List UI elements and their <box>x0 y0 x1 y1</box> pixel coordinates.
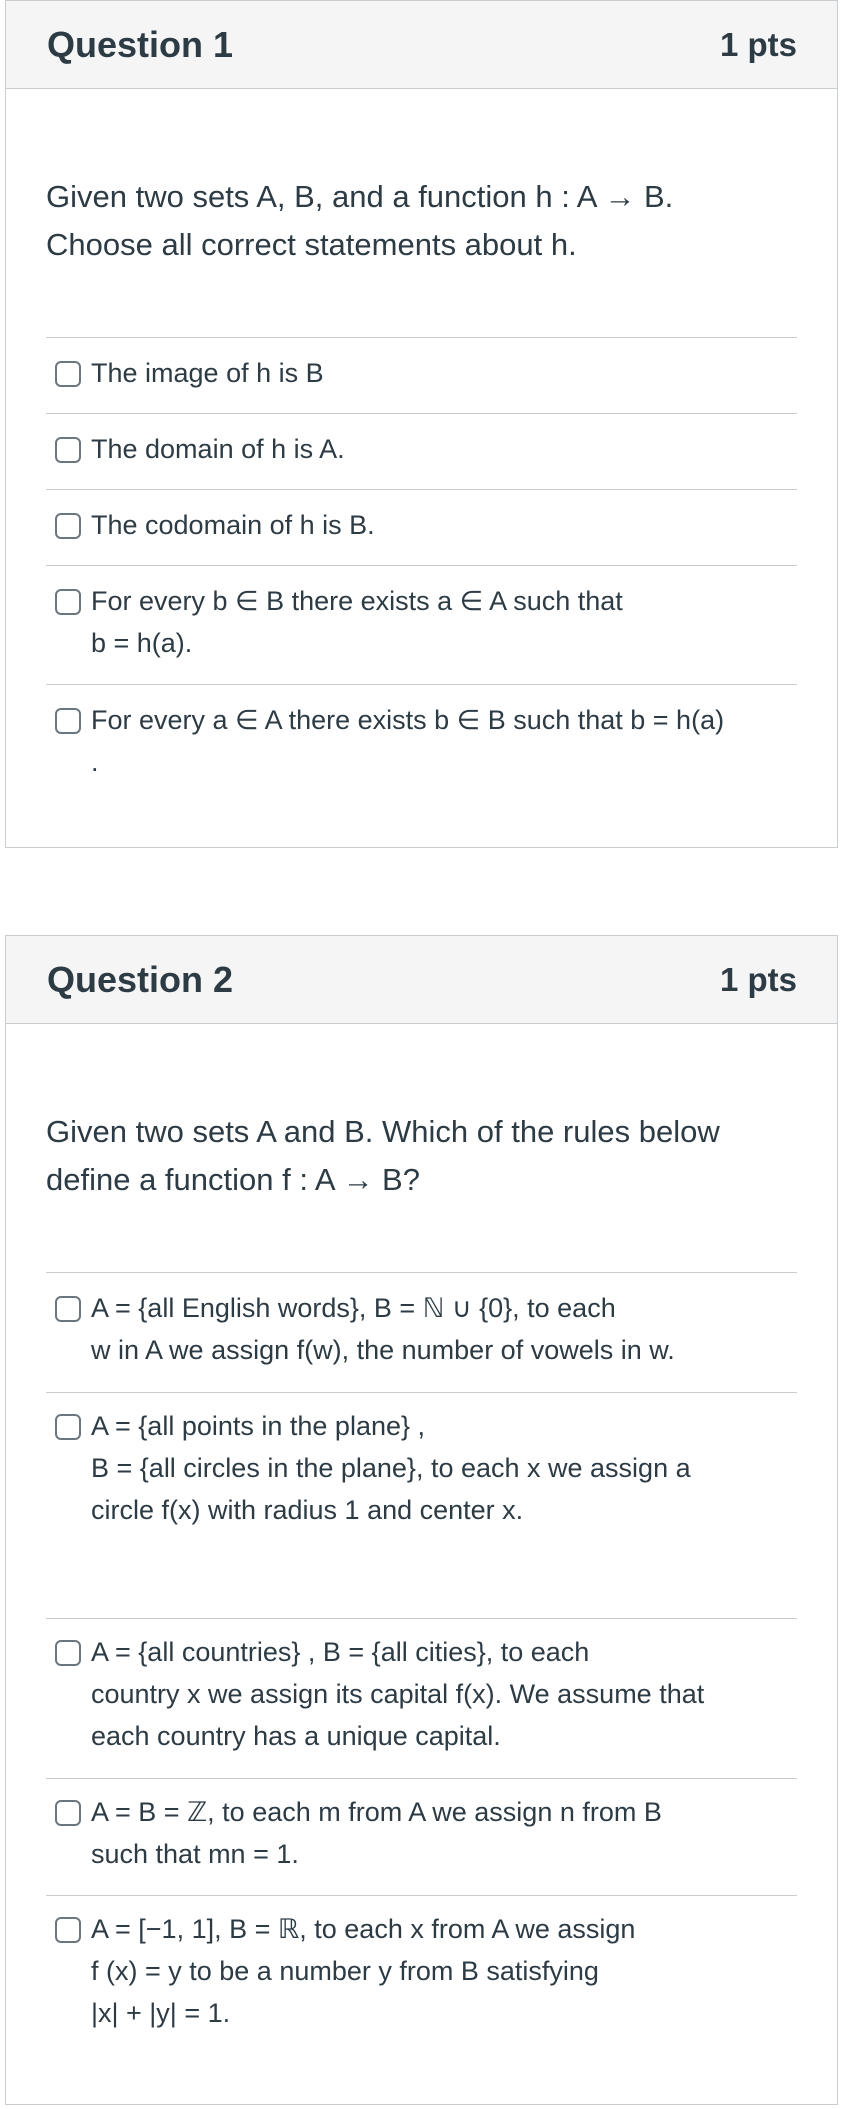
question-title: Question 2 <box>47 958 234 1000</box>
answer-label-line-2: B = {all circles in the plane}, to each x we assign a <box>91 1453 691 1483</box>
question-prompt-line-2: define a function f : A → B? <box>46 1162 420 1197</box>
question-body <box>6 1024 837 2046</box>
answer-label-line-3: circle f(x) with radius 1 and center x. <box>91 1495 524 1525</box>
answer-checkbox[interactable] <box>55 1414 81 1440</box>
answer-list <box>46 1272 797 2046</box>
answer-label-line-2: b = h(a). <box>91 628 193 658</box>
answer-checkbox[interactable] <box>55 1640 81 1666</box>
question-prompt-line-1: Given two sets A, B, and a function h : A → B. <box>46 179 674 214</box>
question-card-2 <box>5 935 838 2105</box>
answer-label-line-3: |x| + |y| = 1. <box>91 1998 231 2028</box>
answer-label-line-1: A = [−1, 1], B = ℝ, to each x from A we assign <box>91 1914 636 1944</box>
answer-checkbox[interactable] <box>55 437 81 463</box>
answer-label[interactable] <box>91 699 724 783</box>
answer-label[interactable] <box>91 580 623 664</box>
answer-label-line-1: For every b ∈ B there exists a ∈ A such that <box>91 586 623 616</box>
answer-option[interactable] <box>46 685 797 795</box>
answer-option[interactable] <box>46 414 797 490</box>
answer-option[interactable] <box>46 1619 797 1779</box>
answer-label-line-1: A = B = ℤ, to each m from A we assign n from B <box>91 1797 662 1827</box>
answer-option[interactable] <box>46 1779 797 1896</box>
answer-label-line-2: such that mn = 1. <box>91 1839 299 1869</box>
answer-label-line-2: f (x) = y to be a number y from B satisfying <box>91 1956 599 1986</box>
question-title: Question 1 <box>47 23 234 65</box>
answer-label-line-1: A = {all English words}, B = ℕ ∪ {0}, to each <box>91 1293 616 1323</box>
question-body <box>6 89 837 795</box>
answer-checkbox[interactable] <box>55 1917 81 1943</box>
answer-label[interactable] <box>91 1631 704 1757</box>
answer-label[interactable]: The image of h is B <box>91 358 324 388</box>
answer-label[interactable]: The codomain of h is B. <box>91 510 375 540</box>
question-points: 1 pts <box>719 25 797 63</box>
answer-label[interactable] <box>91 1791 662 1875</box>
answer-label-line-1: A = {all countries} , B = {all cities}, to each <box>91 1637 590 1667</box>
answer-label-line-2: country x we assign its capital f(x). We assume that <box>91 1679 705 1709</box>
answer-checkbox[interactable] <box>55 589 81 615</box>
answer-label-line-1: A = {all points in the plane} , <box>91 1411 426 1441</box>
answer-checkbox[interactable] <box>55 708 81 734</box>
answer-option[interactable] <box>46 566 797 685</box>
answer-checkbox[interactable] <box>55 1800 81 1826</box>
answer-label[interactable] <box>91 1405 691 1531</box>
question-prompt <box>46 173 797 269</box>
question-prompt <box>46 1108 797 1204</box>
answer-list <box>46 337 797 795</box>
question-prompt-line-1: Given two sets A and B. Which of the rules below <box>46 1114 720 1149</box>
answer-label-line-1: For every a ∈ A there exists b ∈ B such that b = h(a) <box>91 705 725 735</box>
question-card-1 <box>5 0 838 848</box>
answer-label-line-3: each country has a unique capital. <box>91 1721 501 1751</box>
question-header <box>6 936 837 1024</box>
question-header <box>6 1 837 89</box>
answer-option[interactable] <box>46 1273 797 1393</box>
answer-checkbox[interactable] <box>55 1296 81 1322</box>
answer-checkbox[interactable] <box>55 513 81 539</box>
answer-option[interactable] <box>46 338 797 414</box>
answer-label-line-2: w in A we assign f(w), the number of vowels in w. <box>91 1335 675 1365</box>
answer-label[interactable] <box>91 1908 635 2034</box>
answer-label[interactable] <box>91 1287 675 1371</box>
answer-label[interactable]: The domain of h is A. <box>91 434 345 464</box>
answer-option[interactable] <box>46 1393 797 1619</box>
answer-option[interactable] <box>46 1896 797 2046</box>
answer-checkbox[interactable] <box>55 361 81 387</box>
question-prompt-line-2: Choose all correct statements about h. <box>46 227 577 262</box>
question-points: 1 pts <box>719 960 797 998</box>
answer-option[interactable] <box>46 490 797 566</box>
answer-label-line-2: . <box>91 747 99 777</box>
